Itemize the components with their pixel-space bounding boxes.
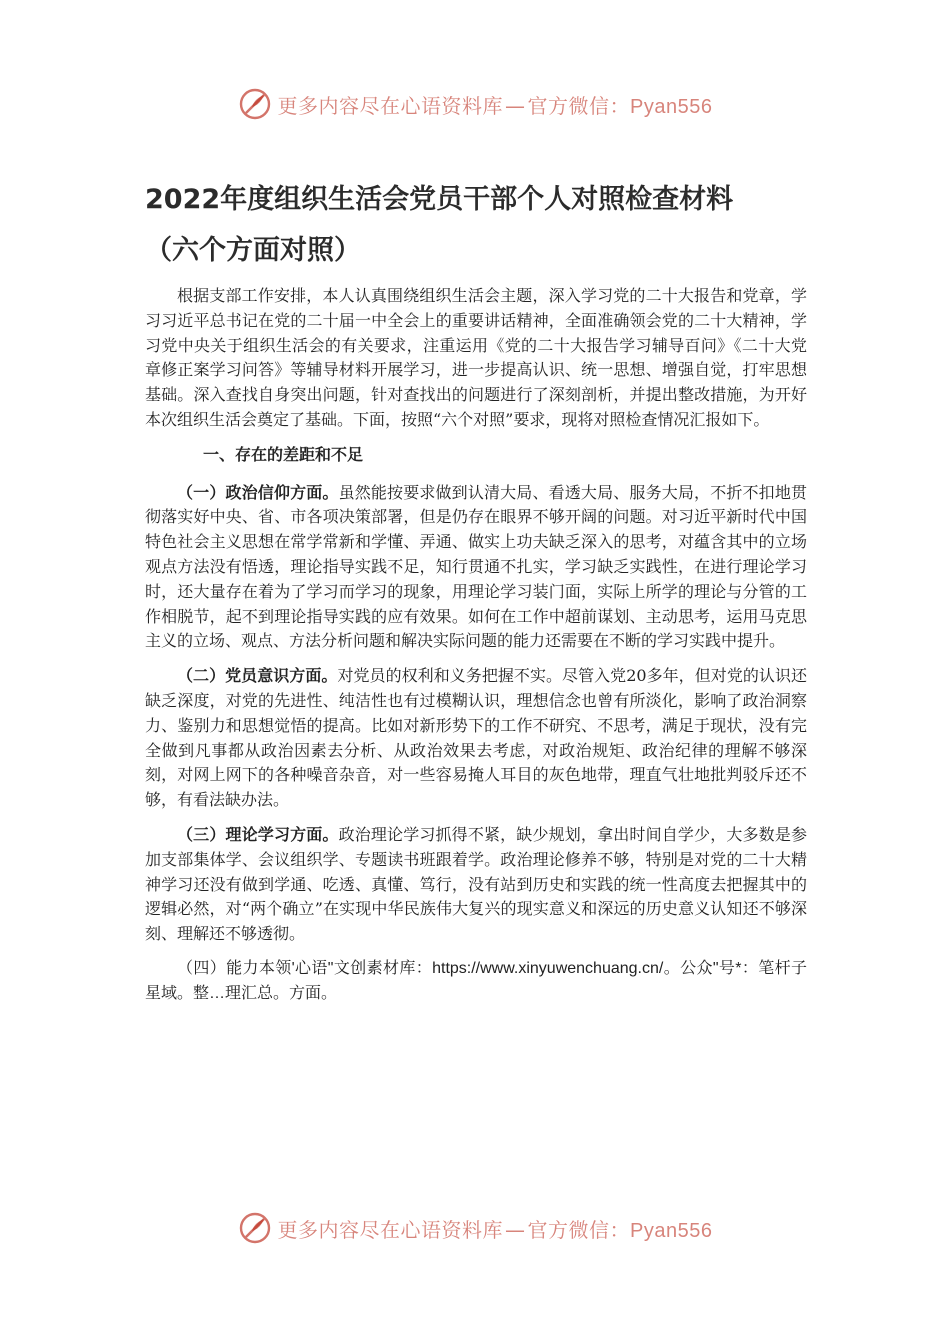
item-paragraph-last: （四）能力本领'心语"文创素材库：https://www.xinyuwenchuang.cn/。公众"号*：笔杆子星域。整…理汇总。方面。 <box>145 959 807 1002</box>
item-paragraph <box>145 823 807 947</box>
item-text: 政治理论学习抓得不紧，缺少规划，拿出时间自学少，大多数是参加支部集体学、会议组织学、专题读书班跟着学。政治理论修养不够，特别是对党的二十大精神学习还没有做到学通、吃透、真懂、笃行，没有站到历史和实践的统一性高度去把握其中的逻辑必然，对“两个确立”在实现中华民族伟大复兴的现实意义和深远的历史意义认知还不够深刻、理解还不够透彻。 <box>145 824 807 944</box>
section-heading: 一、存在的差距和不足 <box>203 444 364 464</box>
item-paragraph <box>145 664 807 813</box>
header-banner <box>0 84 950 124</box>
document-title: 2022年度组织生活会党员干部个人对照检查材料 <box>145 184 734 215</box>
document-body <box>145 284 807 1017</box>
document-subtitle: （六个方面对照） <box>145 235 361 266</box>
item-text: 虽然能按要求做到认清大局、看透大局、服务大局，不折不扣地贯彻落实好中央、省、市各项决策部署，但是仍存在眼界不够开阔的问题。对习近平新时代中国特色社会主义思想在常学常新和学懂、弄通、做实上功夫缺乏深入的思考，对蕴含其中的立场观点方法没有悟透，理论指导实践不足，知行贯通不扎实，学习缺乏实践性，在进行理论学习时，还大量存在着为了学习而学习的现象，用理论学习装门面，实际上所学的理论与分管的工作相脱节，起不到理论指导实践的应有效果。如何在工作中超前谋划、主动思考，运用马克思主义的立场、观点、方法分析问题和解决实际问题的能力还需要在不断的学习实践中提升。 <box>145 482 807 651</box>
item-label: （三）理论学习方面。 <box>177 824 339 844</box>
quill-logo-icon <box>238 1211 272 1245</box>
item-text: 对党员的权利和义务把握不实。尽管入党20多年，但对党的认识还缺乏深度，对党的先进性、纯洁性也有过模糊认识，理想信念也曾有所淡化，影响了政治洞察力、鉴别力和思想觉悟的提高。比如对新形势下的工作不研究、不思考，满足于现状，没有完全做到凡事都从政治因素去分析、从政治效果去考虑，对政治规矩、政治纪律的理解不够深刻，对网上网下的各种噪音杂音，对一些容易掩人耳目的灰色地带，理直气壮地批判驳斥还不够，有看法缺办法。 <box>145 666 807 810</box>
quill-logo-icon <box>238 87 272 121</box>
item-paragraph <box>145 481 807 655</box>
item-label: （二）党员意识方面。 <box>177 666 338 686</box>
footer-banner-text: 更多内容尽在心语资料库 — 官方微信：Pyan556 <box>277 1217 713 1242</box>
header-banner-text: 更多内容尽在心语资料库 — 官方微信：Pyan556 <box>277 93 713 118</box>
item-label: （一）政治信仰方面。 <box>177 482 339 502</box>
intro-paragraph: 根据支部工作安排，本人认真围绕组织生活会主题，深入学习党的二十大报告和党章，学习习近平总书记在党的二十届一中全会上的重要讲话精神，全面准确领会党的二十大精神，学习党中央关于组织生活会的有关要求，注重运用《党的二十大报告学习辅导百问》《二十大党章修正案学习问答》等辅导材料开展学习，进一步提高认识、统一思想、增强自觉，打牢思想基础。深入查找自身突出问题，针对查找出的问题进行了深刻剖析，并提出整改措施，为开好本次组织生活会奠定了基础。下面，按照“六个对照”要求，现将对照检查情况汇报如下。 <box>145 286 807 429</box>
footer-banner <box>0 1208 950 1248</box>
